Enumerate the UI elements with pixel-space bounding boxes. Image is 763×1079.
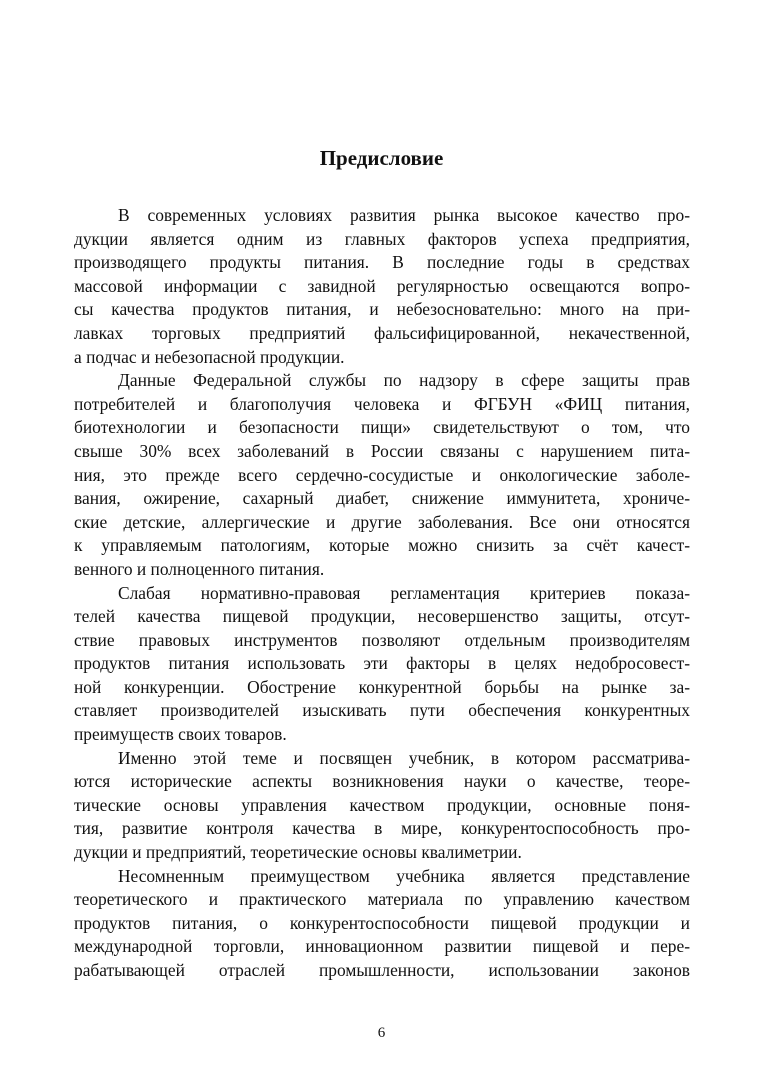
paragraph-4 — [74, 747, 690, 865]
text-line: ются исторические аспекты возникновения науки о качестве, теоре- — [74, 771, 690, 792]
page-title: Предисловие — [319, 146, 444, 170]
text-line: лавках торговых предприятий фальсифицированной, некачественной, — [74, 322, 690, 343]
text-line: Несомненным преимуществом учебника является представление — [118, 865, 690, 886]
text-line: производящего продукты питания. В последние годы в средствах — [74, 252, 690, 273]
text-line: дукции является одним из главных факторов успеха предприятия, — [74, 228, 690, 249]
body-text — [74, 204, 690, 983]
text-line: ставляет производителей изыскивать пути обеспечения конкурентных — [74, 700, 690, 721]
paragraph-2 — [74, 369, 690, 581]
text-line: ния, это прежде всего сердечно-сосудистые и онкологические заболе- — [74, 464, 690, 485]
text-line: сы качества продуктов питания, и небезосновательно: много на при- — [74, 299, 690, 320]
text-line: международной торговли, инновационном развитии пищевой и пере- — [74, 936, 690, 957]
text-line: телей качества пищевой продукции, несовершенство защиты, отсут- — [74, 606, 690, 627]
text-line: вания, ожирение, сахарный диабет, снижение иммунитета, хрониче- — [74, 488, 690, 509]
text-line: продуктов питания, о конкурентоспособности пищевой продукции и — [74, 912, 690, 933]
text-line: преимуществ своих товаров. — [74, 724, 287, 745]
text-line: а подчас и небезопасной продукции. — [74, 346, 345, 367]
text-line: тические основы управления качеством продукции, основные поня- — [74, 794, 690, 815]
paragraph-1 — [74, 204, 690, 369]
text-line: дукции и предприятий, теоретические основы квалиметрии. — [74, 842, 522, 863]
text-line: Именно этой теме и посвящен учебник, в котором рассматрива- — [118, 747, 690, 768]
text-line: массовой информации с завидной регулярностью освещаются вопро- — [74, 275, 690, 296]
paragraph-5 — [74, 865, 690, 983]
text-line: потребителей и благополучия человека и ФГБУН «ФИЦ питания, — [74, 393, 690, 414]
text-line: биотехнологии и безопасности пищи» свидетельствуют о том, что — [74, 417, 690, 438]
text-line: тия, развитие контроля качества в мире, конкурентоспособность про- — [74, 818, 690, 839]
text-line: ские детские, аллергические и другие заболевания. Все они относятся — [74, 511, 690, 532]
text-line: венного и полноценного питания. — [74, 558, 325, 579]
text-line: к управляемым патологиям, которые можно снизить за счёт качест- — [74, 535, 690, 556]
text-line: свыше 30% всех заболеваний в России связаны с нарушением пита- — [74, 440, 690, 461]
text-line: ной конкуренции. Обострение конкурентной борьбы на рынке за- — [74, 676, 690, 697]
text-line: В современных условиях развития рынка высокое качество про- — [118, 205, 690, 225]
text-line: Слабая нормативно-правовая регламентация критериев показа- — [118, 582, 690, 603]
text-line: ствие правовых инструментов позволяют отдельным производителям — [74, 629, 690, 650]
text-line: теоретического и практического материала по управлению качеством — [74, 889, 690, 910]
text-line: рабатывающей отраслей промышленности, использовании законов — [74, 960, 690, 980]
text-line: Данные Федеральной службы по надзору в сфере защиты прав — [118, 370, 690, 391]
paragraph-3 — [74, 582, 690, 747]
page-number: 6 — [377, 1025, 386, 1041]
text-line: продуктов питания использовать эти факторы в целях недобросовест- — [74, 653, 690, 674]
